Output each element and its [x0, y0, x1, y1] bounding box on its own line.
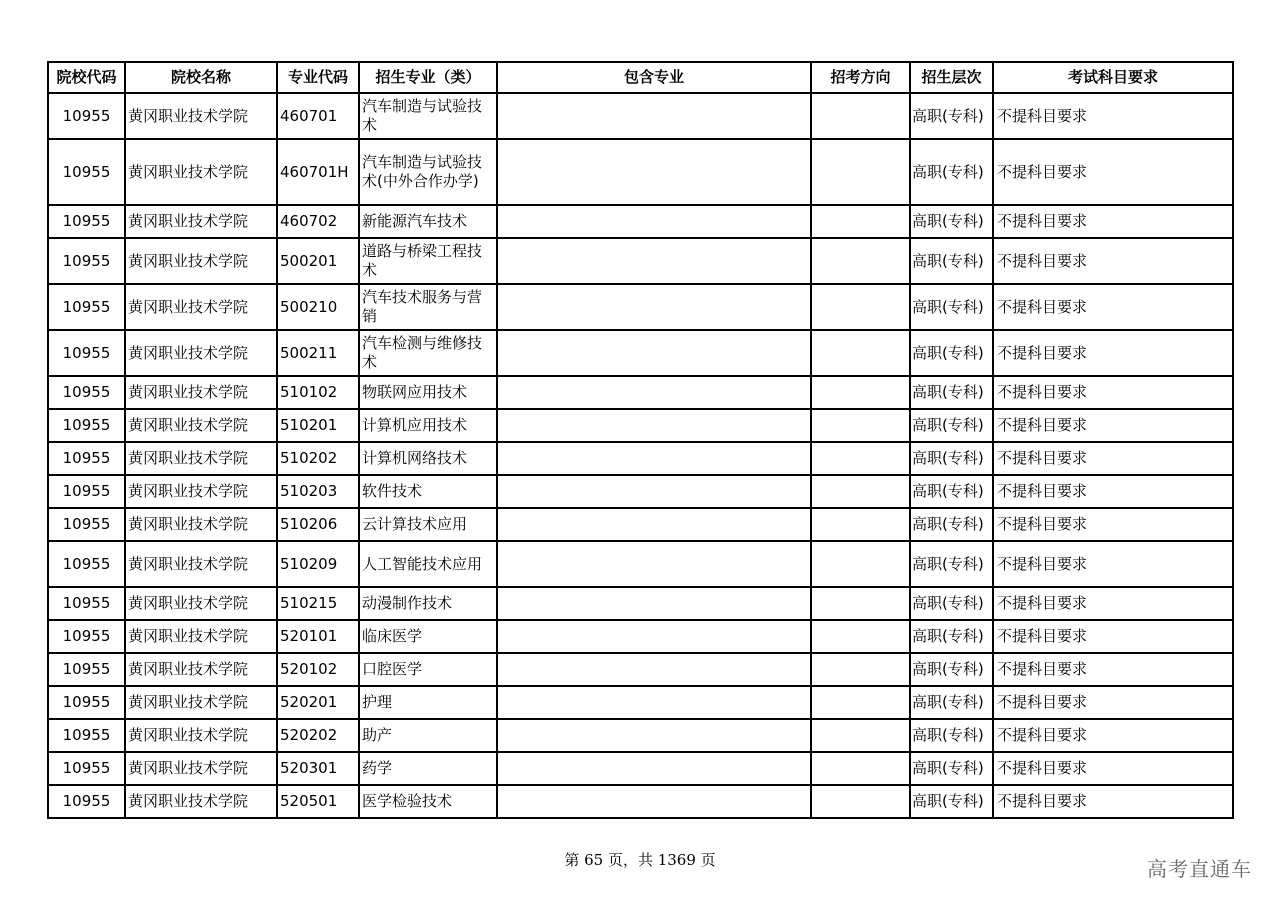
cell-school-code: 10955 — [48, 587, 125, 620]
cell-direction — [811, 442, 910, 475]
cell-major-code: 520301 — [277, 752, 359, 785]
cell-subject-requirement: 不提科目要求 — [993, 330, 1233, 376]
cell-subject-requirement: 不提科目要求 — [993, 205, 1233, 238]
cell-direction — [811, 93, 910, 139]
cell-subject-requirement: 不提科目要求 — [993, 139, 1233, 205]
cell-school-code: 10955 — [48, 330, 125, 376]
cell-school-code: 10955 — [48, 785, 125, 818]
cell-school-code: 10955 — [48, 93, 125, 139]
cell-subject-requirement: 不提科目要求 — [993, 587, 1233, 620]
cell-included-majors — [497, 330, 811, 376]
table-row — [48, 442, 1233, 475]
cell-level: 高职(专科) — [910, 587, 993, 620]
cell-school-code: 10955 — [48, 541, 125, 587]
cell-school-name: 黄冈职业技术学院 — [125, 330, 277, 376]
cell-major-code: 500210 — [277, 284, 359, 330]
table-row — [48, 409, 1233, 442]
cell-major-code: 510203 — [277, 475, 359, 508]
cell-school-name: 黄冈职业技术学院 — [125, 442, 277, 475]
cell-included-majors — [497, 541, 811, 587]
table-row — [48, 587, 1233, 620]
cell-level: 高职(专科) — [910, 508, 993, 541]
cell-direction — [811, 653, 910, 686]
cell-school-code: 10955 — [48, 409, 125, 442]
cell-direction — [811, 409, 910, 442]
cell-major: 临床医学 — [359, 620, 497, 653]
cell-major: 汽车制造与试验技术(中外合作办学) — [359, 139, 497, 205]
cell-school-code: 10955 — [48, 686, 125, 719]
cell-level: 高职(专科) — [910, 686, 993, 719]
cell-level: 高职(专科) — [910, 442, 993, 475]
cell-subject-requirement: 不提科目要求 — [993, 93, 1233, 139]
cell-major-code: 460701H — [277, 139, 359, 205]
table-row — [48, 475, 1233, 508]
table-row — [48, 284, 1233, 330]
cell-level: 高职(专科) — [910, 541, 993, 587]
cell-school-name: 黄冈职业技术学院 — [125, 620, 277, 653]
cell-direction — [811, 205, 910, 238]
table-row — [48, 752, 1233, 785]
cell-included-majors — [497, 284, 811, 330]
cell-level: 高职(专科) — [910, 653, 993, 686]
cell-direction — [811, 508, 910, 541]
cell-level: 高职(专科) — [910, 376, 993, 409]
table-body — [48, 93, 1233, 818]
cell-school-name: 黄冈职业技术学院 — [125, 686, 277, 719]
cell-subject-requirement: 不提科目要求 — [993, 620, 1233, 653]
cell-school-name: 黄冈职业技术学院 — [125, 238, 277, 284]
table-row — [48, 508, 1233, 541]
table-row — [48, 686, 1233, 719]
cell-included-majors — [497, 205, 811, 238]
cell-major: 汽车技术服务与营销 — [359, 284, 497, 330]
cell-level: 高职(专科) — [910, 93, 993, 139]
cell-subject-requirement: 不提科目要求 — [993, 686, 1233, 719]
table-row — [48, 620, 1233, 653]
admissions-table — [47, 61, 1234, 819]
cell-included-majors — [497, 442, 811, 475]
table-row — [48, 205, 1233, 238]
cell-major-code: 520102 — [277, 653, 359, 686]
watermark: 高考直通车 — [1147, 857, 1252, 881]
cell-major: 汽车制造与试验技术 — [359, 93, 497, 139]
cell-school-name: 黄冈职业技术学院 — [125, 376, 277, 409]
cell-school-code: 10955 — [48, 653, 125, 686]
cell-major: 云计算技术应用 — [359, 508, 497, 541]
cell-major-code: 500201 — [277, 238, 359, 284]
cell-level: 高职(专科) — [910, 752, 993, 785]
cell-direction — [811, 587, 910, 620]
cell-included-majors — [497, 409, 811, 442]
cell-included-majors — [497, 139, 811, 205]
cell-major-code: 500211 — [277, 330, 359, 376]
cell-subject-requirement: 不提科目要求 — [993, 752, 1233, 785]
header-row — [48, 62, 1233, 93]
header-major: 招生专业（类） — [359, 62, 497, 93]
cell-school-name: 黄冈职业技术学院 — [125, 752, 277, 785]
cell-school-code: 10955 — [48, 238, 125, 284]
cell-direction — [811, 284, 910, 330]
cell-direction — [811, 475, 910, 508]
cell-included-majors — [497, 620, 811, 653]
cell-direction — [811, 376, 910, 409]
table-row — [48, 541, 1233, 587]
cell-included-majors — [497, 653, 811, 686]
cell-subject-requirement: 不提科目要求 — [993, 284, 1233, 330]
cell-level: 高职(专科) — [910, 620, 993, 653]
cell-major-code: 510202 — [277, 442, 359, 475]
cell-major-code: 510209 — [277, 541, 359, 587]
cell-major: 软件技术 — [359, 475, 497, 508]
cell-included-majors — [497, 376, 811, 409]
cell-included-majors — [497, 587, 811, 620]
cell-major: 物联网应用技术 — [359, 376, 497, 409]
cell-included-majors — [497, 475, 811, 508]
cell-subject-requirement: 不提科目要求 — [993, 475, 1233, 508]
cell-school-name: 黄冈职业技术学院 — [125, 409, 277, 442]
cell-school-name: 黄冈职业技术学院 — [125, 205, 277, 238]
table-row — [48, 139, 1233, 205]
cell-school-name: 黄冈职业技术学院 — [125, 719, 277, 752]
cell-level: 高职(专科) — [910, 475, 993, 508]
cell-major: 新能源汽车技术 — [359, 205, 497, 238]
cell-school-name: 黄冈职业技术学院 — [125, 653, 277, 686]
cell-major-code: 520501 — [277, 785, 359, 818]
table-row — [48, 238, 1233, 284]
page-number: 第 65 页，共 1369 页 — [564, 851, 716, 869]
cell-direction — [811, 686, 910, 719]
cell-direction — [811, 785, 910, 818]
cell-direction — [811, 330, 910, 376]
cell-major: 计算机应用技术 — [359, 409, 497, 442]
cell-subject-requirement: 不提科目要求 — [993, 653, 1233, 686]
cell-school-code: 10955 — [48, 620, 125, 653]
cell-school-name: 黄冈职业技术学院 — [125, 508, 277, 541]
cell-major-code: 460702 — [277, 205, 359, 238]
header-major-code: 专业代码 — [277, 62, 359, 93]
cell-included-majors — [497, 752, 811, 785]
header-school-code: 院校代码 — [48, 62, 125, 93]
cell-included-majors — [497, 785, 811, 818]
cell-subject-requirement: 不提科目要求 — [993, 541, 1233, 587]
cell-school-code: 10955 — [48, 284, 125, 330]
cell-school-name: 黄冈职业技术学院 — [125, 93, 277, 139]
cell-major: 助产 — [359, 719, 497, 752]
cell-major-code: 520201 — [277, 686, 359, 719]
cell-subject-requirement: 不提科目要求 — [993, 785, 1233, 818]
cell-major: 护理 — [359, 686, 497, 719]
cell-included-majors — [497, 93, 811, 139]
cell-level: 高职(专科) — [910, 139, 993, 205]
cell-subject-requirement: 不提科目要求 — [993, 442, 1233, 475]
cell-level: 高职(专科) — [910, 719, 993, 752]
cell-major-code: 510102 — [277, 376, 359, 409]
cell-major: 人工智能技术应用 — [359, 541, 497, 587]
cell-major: 药学 — [359, 752, 497, 785]
cell-direction — [811, 620, 910, 653]
cell-school-code: 10955 — [48, 205, 125, 238]
cell-school-code: 10955 — [48, 475, 125, 508]
header-direction: 招考方向 — [811, 62, 910, 93]
table-row — [48, 376, 1233, 409]
cell-subject-requirement: 不提科目要求 — [993, 238, 1233, 284]
cell-level: 高职(专科) — [910, 284, 993, 330]
table-row — [48, 653, 1233, 686]
header-school-name: 院校名称 — [125, 62, 277, 93]
header-level: 招生层次 — [910, 62, 993, 93]
cell-major: 口腔医学 — [359, 653, 497, 686]
cell-subject-requirement: 不提科目要求 — [993, 376, 1233, 409]
cell-major: 道路与桥梁工程技术 — [359, 238, 497, 284]
cell-school-name: 黄冈职业技术学院 — [125, 587, 277, 620]
cell-subject-requirement: 不提科目要求 — [993, 409, 1233, 442]
table-row — [48, 719, 1233, 752]
header-subject-requirement: 考试科目要求 — [993, 62, 1233, 93]
cell-subject-requirement: 不提科目要求 — [993, 719, 1233, 752]
cell-school-name: 黄冈职业技术学院 — [125, 785, 277, 818]
cell-school-code: 10955 — [48, 508, 125, 541]
cell-direction — [811, 719, 910, 752]
cell-school-code: 10955 — [48, 376, 125, 409]
cell-major: 汽车检测与维修技术 — [359, 330, 497, 376]
cell-major-code: 510206 — [277, 508, 359, 541]
header-included-majors: 包含专业 — [497, 62, 811, 93]
cell-school-name: 黄冈职业技术学院 — [125, 139, 277, 205]
cell-major-code: 510215 — [277, 587, 359, 620]
cell-level: 高职(专科) — [910, 785, 993, 818]
cell-school-name: 黄冈职业技术学院 — [125, 475, 277, 508]
cell-level: 高职(专科) — [910, 238, 993, 284]
cell-subject-requirement: 不提科目要求 — [993, 508, 1233, 541]
cell-major-code: 460701 — [277, 93, 359, 139]
cell-school-code: 10955 — [48, 139, 125, 205]
cell-included-majors — [497, 719, 811, 752]
cell-major-code: 520202 — [277, 719, 359, 752]
cell-school-name: 黄冈职业技术学院 — [125, 284, 277, 330]
cell-direction — [811, 238, 910, 284]
cell-major-code: 520101 — [277, 620, 359, 653]
cell-school-code: 10955 — [48, 752, 125, 785]
table-row — [48, 93, 1233, 139]
cell-level: 高职(专科) — [910, 205, 993, 238]
cell-direction — [811, 139, 910, 205]
cell-direction — [811, 541, 910, 587]
cell-included-majors — [497, 686, 811, 719]
cell-level: 高职(专科) — [910, 409, 993, 442]
cell-major: 动漫制作技术 — [359, 587, 497, 620]
cell-major-code: 510201 — [277, 409, 359, 442]
cell-major: 计算机网络技术 — [359, 442, 497, 475]
cell-school-code: 10955 — [48, 719, 125, 752]
cell-direction — [811, 752, 910, 785]
table-row — [48, 785, 1233, 818]
cell-school-code: 10955 — [48, 442, 125, 475]
cell-included-majors — [497, 508, 811, 541]
cell-level: 高职(专科) — [910, 330, 993, 376]
table-row — [48, 330, 1233, 376]
cell-school-name: 黄冈职业技术学院 — [125, 541, 277, 587]
cell-major: 医学检验技术 — [359, 785, 497, 818]
cell-included-majors — [497, 238, 811, 284]
